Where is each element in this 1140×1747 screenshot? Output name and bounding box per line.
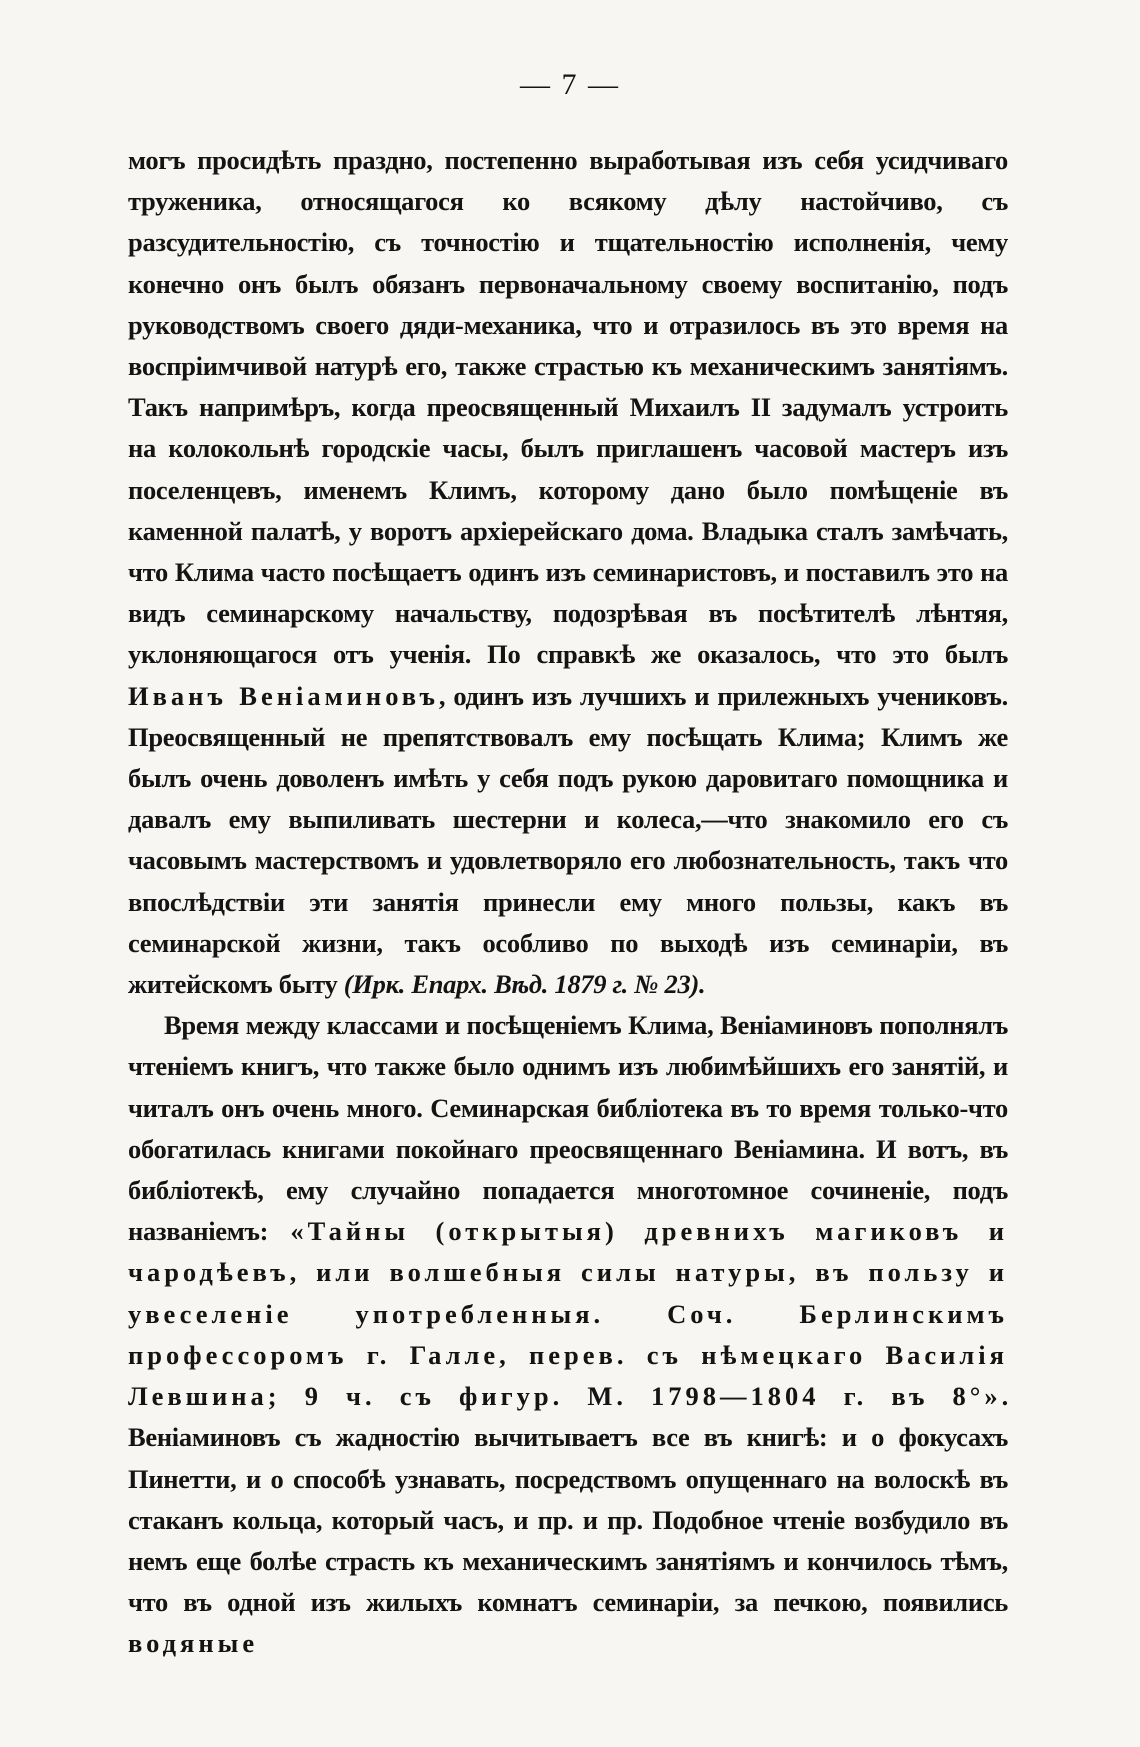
paragraph-1-text-after: , одинъ изъ лучшихъ и прилежныхъ учениковъ. Преосвященный не препятствовалъ ему посѣщать Клима; Климъ же былъ очень доволенъ имѣть у себя подъ рукою даровитаго помощника и давалъ ему выпиливать шестерни и колеса,—что знакомило его съ часовымъ мастерствомъ и удовлетворяло его любознательность, такъ что впослѣдствіи эти занятія принесли ему много пользы, какъ въ семинарской жизни, такъ особливо по выходѣ изъ семинаріи, въ житейскомъ быту bbox=[128, 680, 1008, 1000]
paragraph-1 bbox=[128, 140, 1008, 1005]
paragraph-2-spaced-end: водяные bbox=[128, 1628, 259, 1659]
paragraph-2-text-before: Время между классами и посѣщеніемъ Клима, Веніаминовъ пополнялъ чтеніемъ книгъ, что также было однимъ изъ любимѣйшихъ его занятій, и читалъ онъ очень много. Семинарская библіотека въ то время только-что обогатилась книгами покойнаго преосвященнаго Веніамина. И вотъ, въ библіотекѣ, ему случайно попадается многотомное сочиненіе, подъ названіемъ: bbox=[128, 1010, 1008, 1247]
citation: (Ирк. Епарх. Вѣд. 1879 г. № 23). bbox=[343, 969, 706, 1000]
paragraph-1-text-before: могъ просидѣть праздно, постепенно выработывая изъ себя усидчиваго труженика, относящагося ко всякому дѣлу настойчиво, съ разсудительностію, съ точностію и тщательностію исполненія, чему конечно онъ былъ обязанъ первоначальному своему воспитанію, подъ руководствомъ своего дяди-механика, что и отразилось въ это время на воспріимчивой натурѣ его, также страстью къ механическимъ занятіямъ. Такъ напримѣръ, когда преосвященный Михаилъ II задумалъ устроить на колокольнѣ городскіе часы, былъ приглашенъ часовой мастеръ изъ поселенцевъ, именемъ Климъ, которому дано было помѣщеніе въ каменной палатѣ, у воротъ архіерейскаго дома. Владыка сталъ замѣчать, что Клима часто посѣщаетъ одинъ изъ семинаристовъ, и поставилъ это на видъ семинарскому начальству, подозрѣвая въ посѣтителѣ лѣнтяя, уклоняющагося отъ ученія. По справкѣ же оказалось, что это былъ bbox=[128, 145, 1008, 670]
person-name-spaced: Иванъ Веніаминовъ bbox=[128, 680, 439, 711]
body-text bbox=[128, 140, 1008, 1665]
book-title-spaced: «Тайны (открытыя) древнихъ магиковъ и чародѣевъ, или волшебныя силы натуры, въ пользу и увеселеніе употребленныя. Соч. Берлинскимъ профессоромъ г. Галле, перев. съ нѣмецкаго Василія Левшина; 9 ч. съ фигур. М. 1798—1804 г. въ 8°» bbox=[128, 1216, 1008, 1412]
paragraph-2-text-after: . Веніаминовъ съ жадностію вычитываетъ все въ книгѣ: и о фокусахъ Пинетти, и о способѣ узнавать, посредствомъ опущеннаго на волоскѣ въ стаканъ кольца, который часъ, и пр. и пр. Подобное чтеніе возбудило въ немъ еще болѣе страсть къ механическимъ занятіямъ и кончилось тѣмъ, что въ одной изъ жилыхъ комнатъ семинаріи, за печкою, появились bbox=[128, 1381, 1008, 1618]
page-number: — 7 — bbox=[520, 68, 620, 101]
paragraph-2 bbox=[128, 1005, 1008, 1664]
